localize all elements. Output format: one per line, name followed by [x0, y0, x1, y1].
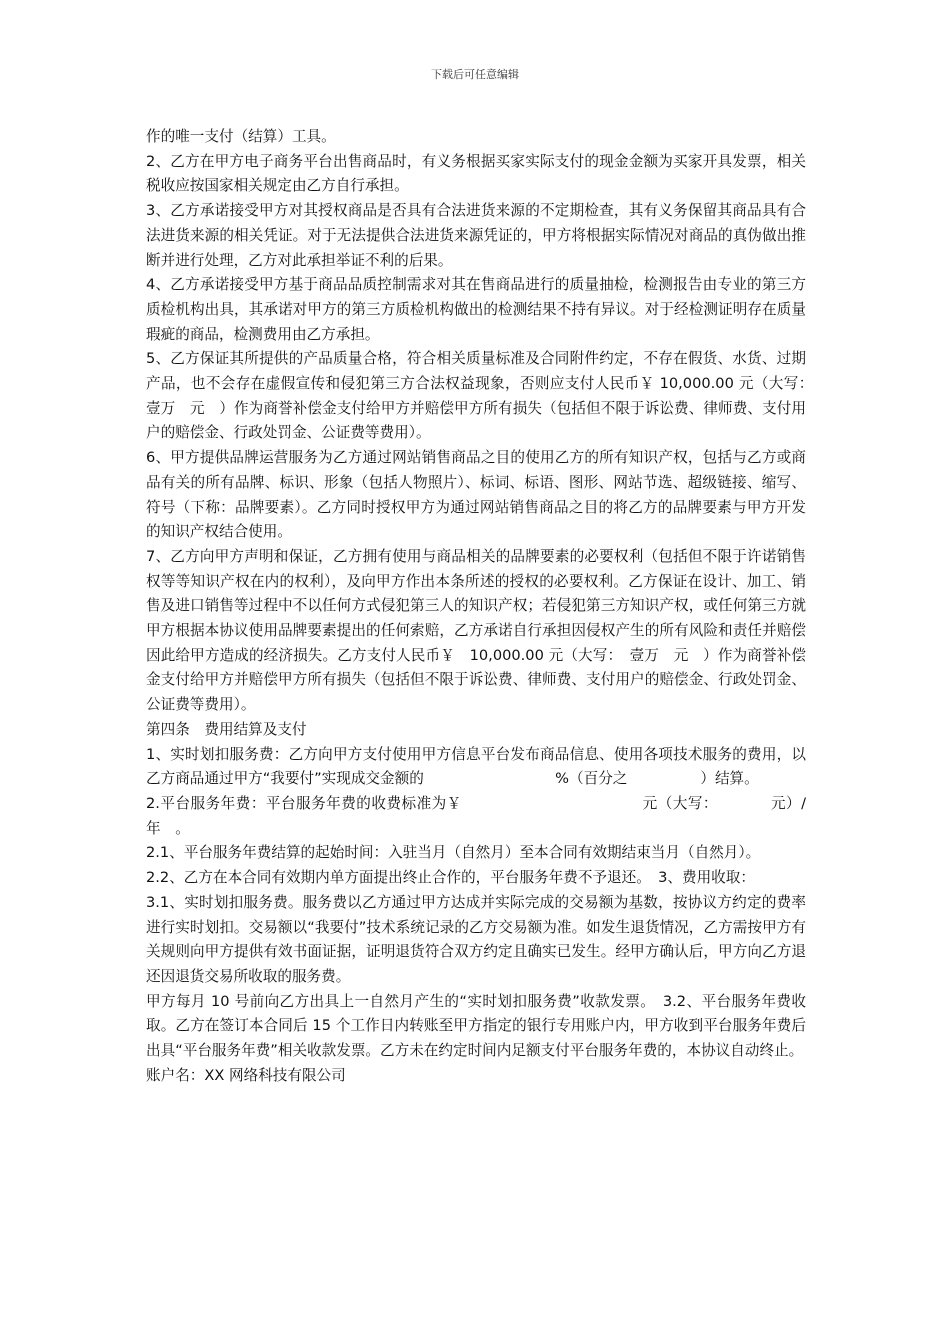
page-header: 下载后可任意编辑: [431, 68, 519, 81]
paragraph-clause-4-quality-inspection: 4、乙方承诺接受甲方基于商品品质控制需求对其在售商品进行的质量抽检，检测报告由专业的第三方质检机构出具，其承诺对甲方的第三方质检机构做出的检测结果不持有异议。对于经检测证明存在质量瑕疵的商品，检测费用由乙方承担。: [146, 276, 806, 343]
paragraph-clause-3-source-check: 3、乙方承诺接受甲方对其授权商品是否具有合法进货来源的不定期检查，其有义务保留其商品具有合法进货来源的相关凭证。对于无法提供合法进货来源凭证的，甲方将根据实际情况对商品的真伪做出推断并进行处理，乙方对此承担举证不利的后果。: [146, 202, 806, 269]
paragraph-clause-2-invoice: 2、乙方在甲方电子商务平台出售商品时，有义务根据买家实际支付的现金金额为买家开具发票，相关税收应按国家相关规定由乙方自行承担。: [146, 152, 806, 195]
paragraph-annual-fee-no-refund: 2.2、乙方在本合同有效期内单方面提出终止合作的，平台服务年费不予退还。 3、费用收取：: [146, 869, 755, 887]
paragraph-clause-5-quality-guarantee: 5、乙方保证其所提供的产品质量合格，符合相关质量标准及合同附件约定，不存在假货、水货、过期产品，也不会存在虚假宣传和侵犯第三方合法权益现象，否则应支付人民币￥ 10,000.00 元（大写： 壹万 元 ）作为商誉补偿金支付给甲方并赔偿甲方所有损失（包括但不限于诉讼费、律师费、支付用户的赔偿金、行政处罚金、公证费等费用）。: [146, 350, 821, 442]
paragraph-invoice-and-annual-fee: 甲方每月 10 号前向乙方出具上一自然月产生的“实时划扣服务费”收款发票。 3.2、平台服务年费收取。乙方在签订本合同后 15 个工作日内转账至甲方指定的银行专用账户内，甲方收到平台服务年费后出具“平台服务年费”相关收款发票。乙方未在约定时间内足额支付平台服务年费的，本协议自动终止。: [146, 992, 806, 1060]
paragraph-platform-annual-fee: 2.平台服务年费：平台服务年费的收费标准为￥ 元（大写： 元）/年 。: [146, 794, 806, 837]
paragraph-payment-tool-continued: 作的唯一支付（结算）工具。: [146, 128, 336, 145]
document-body: [146, 125, 821, 1088]
paragraph-realtime-deduction: 3.1、实时划扣服务费。服务费以乙方通过甲方达成并实际完成的交易额为基数，按协议方约定的费率进行实时划扣。交易额以“我要付”技术系统记录的乙方交易额为准。如发生退货情况，乙方需按甲方有关规则向甲方提供有效书面证据，证明退货符合双方约定且确实已发生。经甲方确认后，甲方向乙方退还因退货交易所收取的服务费。: [146, 893, 806, 985]
paragraph-account-name: 账户名：XX 网络科技有限公司: [146, 1066, 346, 1084]
paragraph-clause-6-brand-ip: 6、甲方提供品牌运营服务为乙方通过网站销售商品之目的使用乙方的所有知识产权，包括与乙方或商品有关的所有品牌、标识、形象（包括人物照片）、标词、标语、图形、网站节选、超级链接、缩写、符号（下称：品牌要素）。乙方同时授权甲方为通过网站销售商品之目的将乙方的品牌要素与甲方开发的知识产权结合使用。: [146, 449, 806, 541]
paragraph-realtime-service-fee: 1、实时划扣服务费：乙方向甲方支付使用甲方信息平台发布商品信息、使用各项技术服务的费用，以乙方商品通过甲方“我要付”实现成交金额的 %（百分之 ）结算。: [146, 745, 806, 788]
paragraph-annual-fee-start: 2.1、平台服务年费结算的起始时间：入驻当月（自然月）至本合同有效期结束当月（自然月）。: [146, 844, 761, 862]
paragraph-clause-7-ip-warranty: 7、乙方向甲方声明和保证，乙方拥有使用与商品相关的品牌要素的必要权利（包括但不限于许诺销售权等等知识产权在内的权利），及向甲方作出本条所述的授权的必要权利。乙方保证在设计、加工、销售及进口销售等过程中不以任何方式侵犯第三人的知识产权；若侵犯第三方知识产权，或任何第三方就甲方根据本协议使用品牌要素提出的任何索赔，乙方承诺自行承担因侵权产生的所有风险和责任并赔偿因此给甲方造成的经济损失。乙方支付人民币￥ 10,000.00 元（大写： 壹万 元 ）作为商誉补偿金支付给甲方并赔偿甲方所有损失（包括但不限于诉讼费、律师费、支付用户的赔偿金、行政处罚金、公证费等费用）。: [146, 547, 806, 714]
section-heading-article-4: 第四条 费用结算及支付: [146, 720, 307, 738]
